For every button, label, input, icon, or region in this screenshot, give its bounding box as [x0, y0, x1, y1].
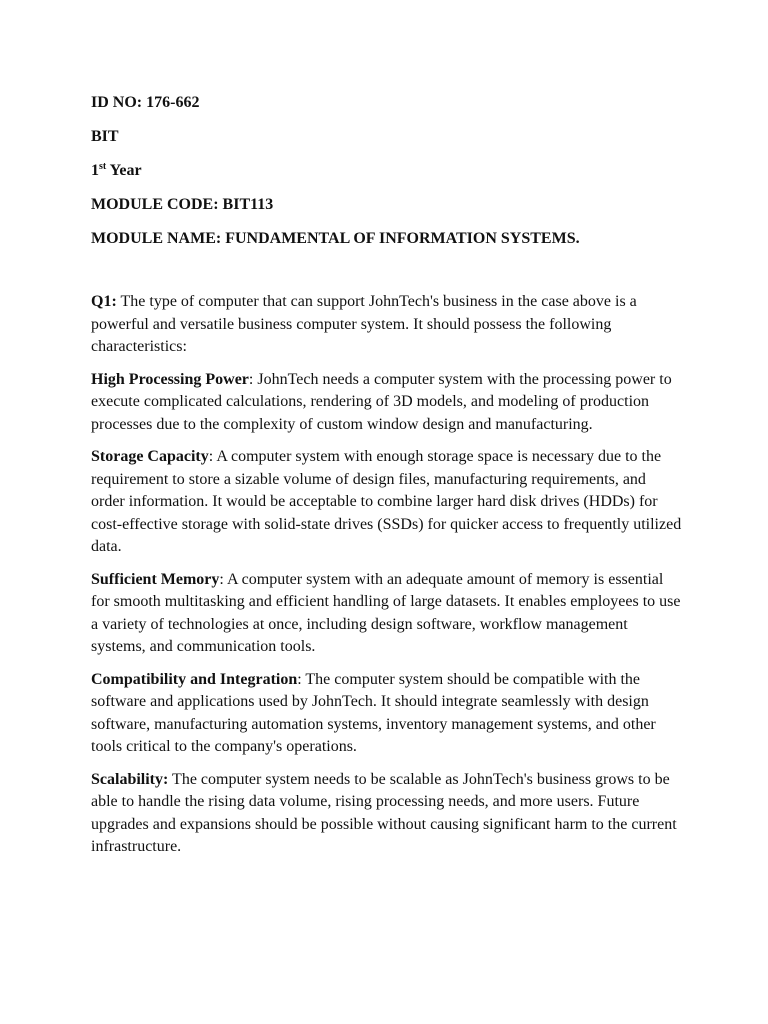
question-1-label: Q1:	[91, 293, 117, 310]
module-name: MODULE NAME: FUNDAMENTAL OF INFORMATION SYSTEMS.	[91, 230, 580, 247]
question-1-paragraph	[91, 291, 683, 359]
year-word: Year	[106, 162, 142, 179]
student-id: ID NO: 176-662	[91, 94, 200, 111]
year-number: 1	[91, 162, 99, 179]
section-compatibility-integration	[91, 669, 683, 759]
section-text: : A computer system with enough storage space is necessary due to the requirement to store a sizable volume of design files, manufacturing requirements, and order information. It would be acceptable to combine larger hard disk drives (HDDs) for cost-effective storage with solid-state drives (SSDs) for quicker access to frequently utilized data.	[91, 448, 682, 555]
section-term: High Processing Power	[91, 370, 249, 388]
section-term: Storage Capacity	[91, 448, 209, 465]
section-text: : JohnTech needs a computer system with the processing power to execute complicated calculations, rendering of 3D models, and modeling of production processes due to the complexity of custom window design and manufacturing.	[91, 370, 672, 433]
section-high-processing-power	[91, 369, 683, 437]
year-ordinal-suffix: st	[99, 161, 107, 172]
section-text: : A computer system with an adequate amount of memory is essential for smooth multitasking and efficient handling of large datasets. It enables employees to use a variety of technologies at once, including design software, workflow management systems, and communication tools.	[91, 570, 681, 655]
section-term: Compatibility and Integration	[91, 670, 298, 688]
section-text: The computer system needs to be scalable as JohnTech's business grows to be able to handle the rising data volume, rising processing needs, and more users. Future upgrades and expansions should be possible without causing significant harm to the current infrastructure.	[91, 770, 677, 855]
program-name: BIT	[91, 128, 119, 145]
section-text: : The computer system should be compatible with the software and applications used by JohnTech. It should integrate seamlessly with design software, manufacturing automation systems, inventory management systems, and other tools critical to the company's operations.	[91, 670, 656, 755]
module-code: MODULE CODE: BIT113	[91, 196, 274, 213]
section-term: Sufficient Memory	[91, 570, 220, 588]
section-scalability	[91, 769, 683, 859]
question-1-text: The type of computer that can support JohnTech's business in the case above is a powerful and versatile business computer system. It should possess the following characteristics:	[91, 293, 637, 355]
section-storage-capacity	[91, 446, 683, 559]
section-sufficient-memory	[91, 569, 683, 659]
year-of-study	[91, 161, 683, 181]
document-body	[91, 93, 683, 869]
section-term: Scalability:	[91, 770, 169, 788]
